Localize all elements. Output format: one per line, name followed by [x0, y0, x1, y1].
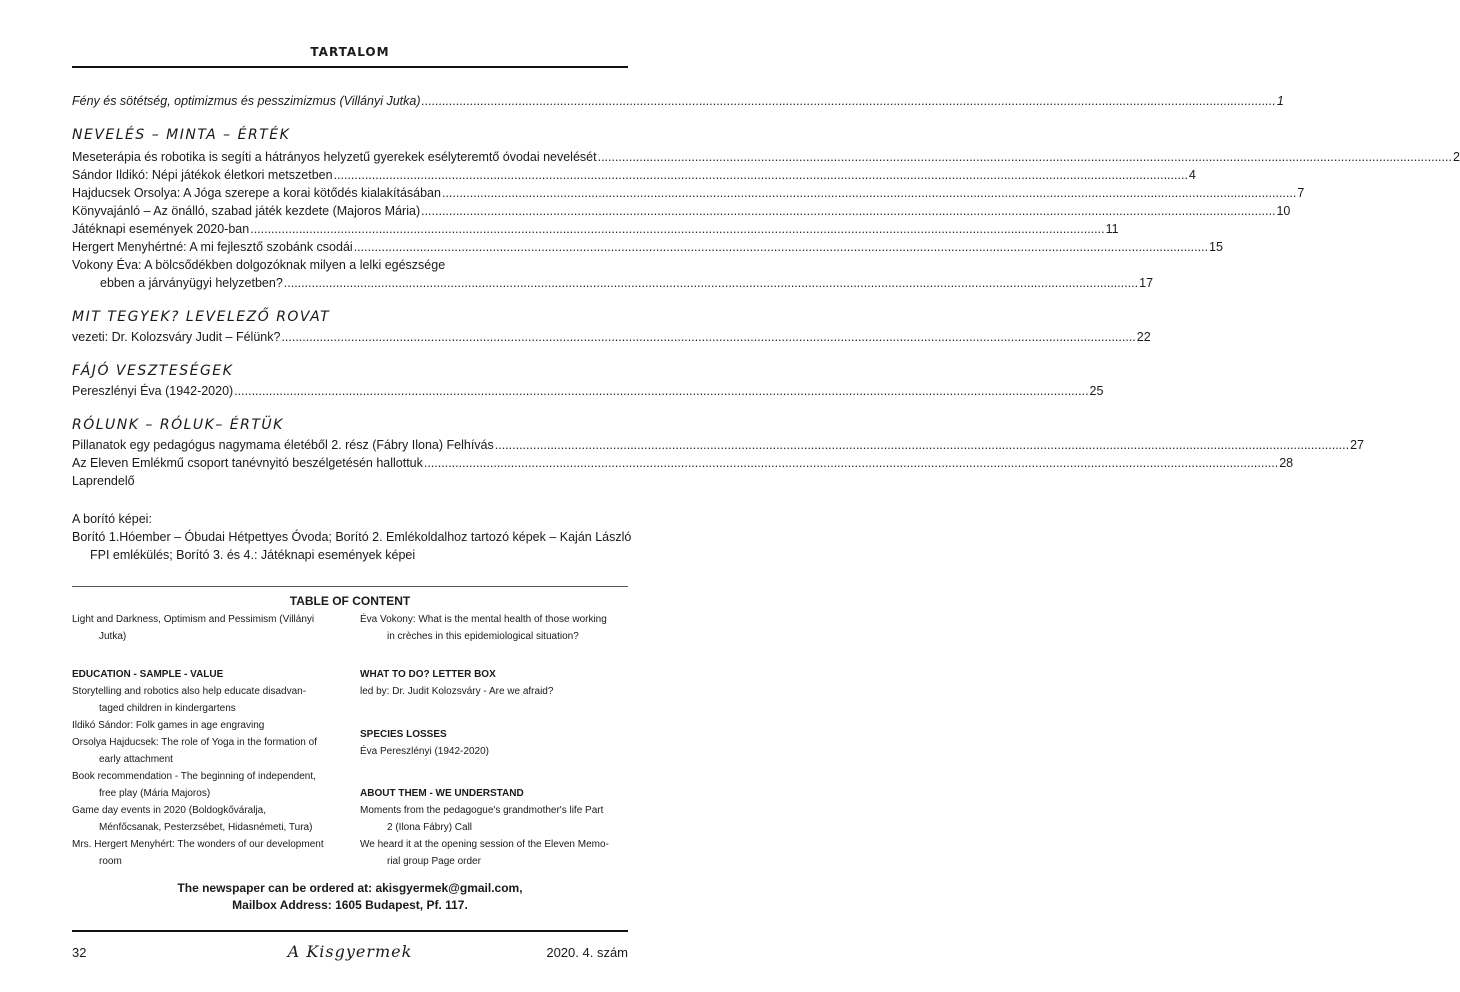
list-item[interactable]: Book recommendation - The beginning of independent, free play (Mária Majoros)	[72, 771, 316, 799]
issue-number: 2020. 4. szám	[546, 945, 628, 960]
toc-entry[interactable]: Sándor Ildikó: Népi játékok életkori metszetben ..... 4	[72, 166, 627, 184]
toc-entry[interactable]: Meseterápia és robotika is segíti a hátrányos helyzetű gyerekek esélyteremtő óvodai nevelését ..... 2	[72, 148, 627, 166]
section-heading-about: RÓLUNK – RÓLUK– ÉRTÜK	[72, 417, 284, 433]
toc-entry[interactable]: Az Eleven Emlékmű csoport tanévnyitó beszélgetésén hallottuk ..... 28	[72, 454, 627, 472]
list-item[interactable]: Éva Pereszlényi (1942-2020)	[360, 746, 489, 757]
section-heading-education: NEVELÉS – MINTA – ÉRTÉK	[72, 127, 291, 143]
list-item[interactable]: Mrs. Hergert Menyhért: The wonders of our development room	[72, 839, 324, 867]
toc-entry[interactable]: vezeti: Dr. Kolozsváry Judit – Félünk? ..... 22	[72, 328, 627, 346]
english-section-heading: ABOUT THEM - WE UNDERSTAND	[360, 788, 524, 799]
journal-title: A Kisgyermek	[287, 942, 413, 961]
toc-entry[interactable]: Hergert Menyhértné: A mi fejlesztő szobánk csodái ..... 15	[72, 238, 627, 256]
order-info	[0, 880, 700, 914]
order-address-line: Mailbox Address: 1605 Budapest, Pf. 117.	[232, 898, 468, 912]
list-item[interactable]: We heard it at the opening session of the Eleven Memo- rial group Page order	[360, 839, 609, 867]
list-item[interactable]: Moments from the pedagogue's grandmother's life Part 2 (Ilona Fábry) Call	[360, 805, 604, 833]
footer-rule	[72, 930, 628, 932]
cover-line: Borító 1.Hóember – Óbudai Hétpettyes Óvoda; Borító 2. Emlékoldalhoz tartozó képek – Kaján László	[72, 530, 632, 544]
toc-entry-line1[interactable]: Vokony Éva: A bölcsődékben dolgozóknak milyen a lelki egészsége	[72, 258, 446, 272]
list-item[interactable]: Ildikó Sándor: Folk games in age engraving	[72, 720, 265, 731]
list-item[interactable]: Éva Vokony: What is the mental health of those working in crèches in this epidemiological situation?	[360, 614, 607, 642]
list-item[interactable]: Orsolya Hajducsek: The role of Yoga in the formation of early attachment	[72, 737, 317, 765]
list-item[interactable]: Storytelling and robotics also help educate disadvan- taged children in kindergartens	[72, 686, 307, 714]
page-title: TARTALOM	[310, 45, 390, 59]
english-section-heading: EDUCATION - SAMPLE - VALUE	[72, 669, 224, 680]
list-item[interactable]: Light and Darkness, Optimism and Pessimism (Villányi Jutka)	[72, 614, 315, 642]
order-email-line: The newspaper can be ordered at: akisgyermek@gmail.com,	[177, 881, 523, 895]
english-section-heading: SPECIES LOSSES	[360, 729, 447, 740]
section-heading-losses: FÁJÓ VESZTESÉGEK	[72, 363, 234, 379]
toc-entry[interactable]: Laprendelő	[72, 474, 135, 488]
toc-entry-intro[interactable]: Fény és sötétség, optimizmus és pesszimizmus (Villányi Jutka) ..... 1	[72, 92, 627, 110]
toc-entry[interactable]: Könyvajánló – Az önálló, szabad játék kezdete (Majoros Mária) ..... 10	[72, 202, 627, 220]
toc-entry[interactable]: Játéknapi események 2020-ban ..... 11	[72, 220, 627, 238]
list-item[interactable]: Game day events in 2020 (Boldogkőváralja, Ménfőcsanak, Pesterzsébet, Hidasnémeti, Tura)	[72, 805, 313, 833]
list-item[interactable]: led by: Dr. Judit Kolozsváry - Are we afraid?	[360, 686, 554, 697]
page-number: 32	[72, 945, 87, 960]
toc-entry[interactable]: Hajducsek Orsolya: A Jóga szerepe a korai kötődés kialakításában ..... 7	[72, 184, 627, 202]
section-heading-letterbox: MIT TEGYEK? LEVELEZŐ ROVAT	[72, 309, 331, 325]
section-divider	[72, 586, 628, 587]
cover-line: FPI emlékülés; Borító 3. és 4.: Játéknapi események képei	[90, 548, 416, 562]
toc-entry[interactable]: Pillanatok egy pedagógus nagymama életéből 2. rész (Fábry Ilona) Felhívás ..... 27	[72, 436, 627, 454]
english-section-heading: WHAT TO DO? LETTER BOX	[360, 669, 496, 680]
toc-entry[interactable]: ebben a járványügyi helyzetben? ..... 17	[100, 274, 627, 292]
header-rule	[72, 66, 628, 68]
english-toc-title: TABLE OF CONTENT	[289, 594, 411, 608]
toc-entry[interactable]: Pereszlényi Éva (1942-2020) ..... 25	[72, 382, 627, 400]
cover-label: A borító képei:	[72, 512, 152, 526]
